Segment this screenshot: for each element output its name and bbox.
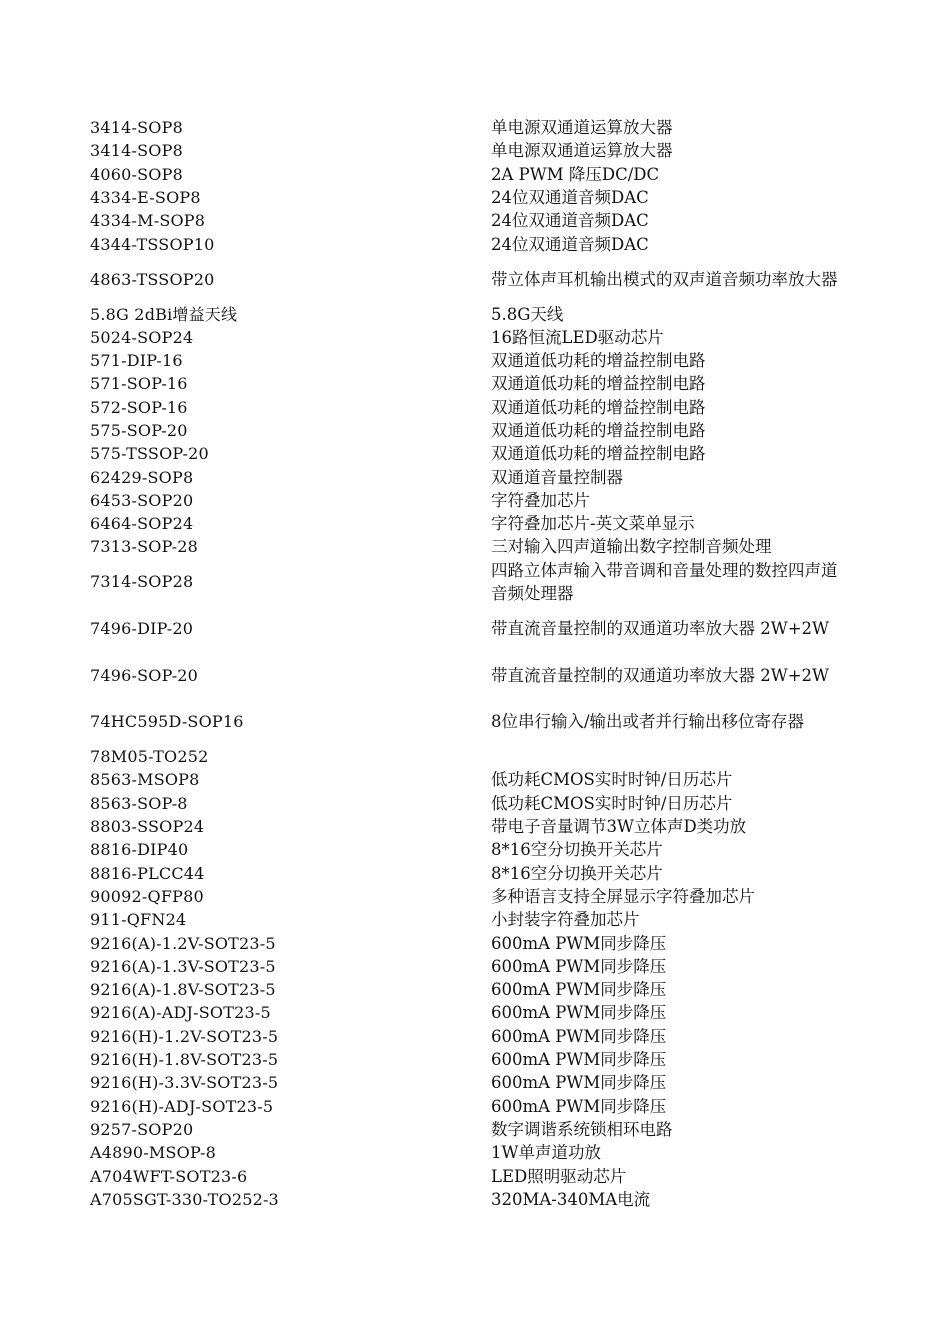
description-cell: 8*16空分切换开关芯片 [491, 863, 663, 883]
table-row [90, 326, 850, 349]
description-cell: 600mA PWM同步降压 [491, 1050, 667, 1070]
table-row [90, 372, 850, 395]
description-cell: 字符叠加芯片-英文菜单显示 [491, 514, 695, 534]
part-number-cell: 9216(H)-3.3V-SOT23-5 [90, 1073, 279, 1093]
description-cell: 320MA-340MA电流 [491, 1189, 651, 1209]
description-cell: 四路立体声输入带音调和音量处理的数控四声道音频处理器 [491, 560, 838, 603]
table-row [90, 838, 850, 861]
description-cell: LED照明驱动芯片 [491, 1166, 627, 1186]
description-cell: 8*16空分切换开关芯片 [491, 840, 663, 860]
part-number-cell: 9216(A)-1.2V-SOT23-5 [90, 933, 276, 953]
description-cell: 小封装字符叠加芯片 [491, 910, 640, 930]
part-number-cell: 5.8G 2dBi增益天线 [90, 304, 238, 324]
part-number-cell: 571-DIP-16 [90, 351, 183, 371]
table-row [90, 419, 850, 442]
description-cell: 数字调谐系统锁相环电路 [491, 1119, 673, 1139]
table-row [90, 1001, 850, 1024]
table-row [90, 209, 850, 232]
part-number-cell: 6464-SOP24 [90, 514, 194, 534]
part-number-cell: 575-SOP-20 [90, 421, 188, 440]
description-cell: 24位双通道音频DAC [491, 188, 649, 208]
description-cell: 600mA PWM同步降压 [491, 933, 667, 953]
part-number-cell: 90092-QFP80 [90, 886, 204, 906]
description-cell: 低功耗CMOS实时时钟/日历芯片 [491, 770, 733, 790]
description-cell: 双通道低功耗的增益控制电路 [491, 444, 706, 464]
part-number-cell: 9216(H)-ADJ-SOT23-5 [90, 1096, 274, 1116]
table-row [90, 163, 850, 186]
part-number-cell: 4334-M-SOP8 [90, 211, 206, 231]
description-cell: 600mA PWM同步降压 [491, 980, 667, 1000]
table-row [90, 349, 850, 372]
description-cell: 600mA PWM同步降压 [491, 1096, 667, 1116]
table-row [90, 256, 850, 303]
part-number-cell: 78M05-TO252 [90, 747, 209, 767]
table-row [90, 116, 850, 139]
part-number-cell: 571-SOP-16 [90, 374, 188, 394]
table-row [90, 768, 850, 791]
table-row [90, 698, 850, 745]
part-number-cell: 9216(H)-1.8V-SOT23-5 [90, 1050, 279, 1070]
description-cell: 单电源双通道运算放大器 [491, 118, 673, 138]
description-cell: 2A PWM 降压DC/DC [491, 164, 660, 184]
description-cell: 16路恒流LED驱动芯片 [491, 327, 664, 347]
part-number-cell: 572-SOP-16 [90, 397, 188, 417]
description-cell: 600mA PWM同步降压 [491, 1073, 667, 1093]
part-number-cell: 911-QFN24 [90, 910, 187, 930]
table-row [90, 302, 850, 325]
table-row [90, 512, 850, 535]
part-number-cell: 9216(A)-1.3V-SOT23-5 [90, 956, 276, 976]
description-cell: 5.8G天线 [491, 304, 564, 324]
part-number-cell: 9216(H)-1.2V-SOT23-5 [90, 1026, 279, 1046]
table-row [90, 232, 850, 255]
description-cell: 双通道低功耗的增益控制电路 [491, 397, 706, 417]
description-cell: 带电子音量调节3W立体声D类功放 [491, 817, 747, 837]
description-cell: 双通道低功耗的增益控制电路 [491, 421, 706, 440]
table-row [90, 1025, 850, 1048]
part-number-cell: 9257-SOP20 [90, 1119, 194, 1139]
part-number-cell: 8816-PLCC44 [90, 863, 205, 883]
description-cell: 1W单声道功放 [491, 1143, 601, 1163]
part-number-cell: 8563-MSOP8 [90, 770, 200, 790]
part-number-cell: 8803-SSOP24 [90, 817, 205, 837]
part-number-cell: 7496-DIP-20 [90, 619, 194, 639]
part-number-cell: 8563-SOP-8 [90, 793, 188, 813]
description-cell: 单电源双通道运算放大器 [491, 141, 673, 161]
description-cell: 双通道音量控制器 [491, 467, 623, 487]
description-cell: 字符叠加芯片 [491, 490, 590, 510]
description-cell: 三对输入四声道输出数字控制音频处理 [491, 537, 772, 557]
table-row [90, 442, 850, 465]
part-number-cell: A705SGT-330-TO252-3 [90, 1189, 279, 1209]
description-cell: 双通道低功耗的增益控制电路 [491, 351, 706, 371]
part-number-cell: 74HC595D-SOP16 [90, 712, 244, 732]
part-number-cell: 9216(A)-ADJ-SOT23-5 [90, 1003, 271, 1023]
table-row [90, 1188, 850, 1211]
table-row [90, 1071, 850, 1094]
table-row [90, 1048, 850, 1071]
table-row [90, 745, 850, 768]
description-cell: 600mA PWM同步降压 [491, 956, 667, 976]
description-cell: 带直流音量控制的双通道功率放大器 2W+2W [491, 619, 829, 639]
part-number-cell: 575-TSSOP-20 [90, 444, 209, 464]
part-number-cell: 5024-SOP24 [90, 327, 194, 347]
description-cell: 带立体声耳机输出模式的双声道音频功率放大器 [491, 269, 838, 289]
table-row [90, 955, 850, 978]
description-cell: 8位串行输入/输出或者并行输出移位寄存器 [491, 712, 805, 732]
table-row [90, 652, 850, 699]
table-row [90, 489, 850, 512]
description-cell: 双通道低功耗的增益控制电路 [491, 374, 706, 394]
table-row [90, 1141, 850, 1164]
part-number-cell: 4863-TSSOP20 [90, 269, 215, 289]
part-number-cell: A4890-MSOP-8 [90, 1143, 217, 1163]
table-row [90, 931, 850, 954]
description-cell: 低功耗CMOS实时时钟/日历芯片 [491, 793, 733, 813]
description-cell: 600mA PWM同步降压 [491, 1026, 667, 1046]
table-row [90, 908, 850, 931]
part-number-cell: 3414-SOP8 [90, 141, 183, 161]
table-row [90, 885, 850, 908]
table-row [90, 815, 850, 838]
table-row [90, 1118, 850, 1141]
table-row [90, 465, 850, 488]
part-number-cell: 7496-SOP-20 [90, 665, 199, 685]
description-cell: 多种语言支持全屏显示字符叠加芯片 [491, 886, 755, 906]
description-cell: 24位双通道音频DAC [491, 234, 649, 254]
table-row [90, 1164, 850, 1187]
part-number-cell: 7313-SOP-28 [90, 537, 199, 557]
table-row [90, 1094, 850, 1117]
part-number-cell: 4334-E-SOP8 [90, 188, 201, 208]
description-cell: 带直流音量控制的双通道功率放大器 2W+2W [491, 665, 829, 685]
part-number-cell: 4060-SOP8 [90, 164, 183, 184]
table-row [90, 978, 850, 1001]
table-row [90, 186, 850, 209]
table-row [90, 862, 850, 885]
part-number-cell: 9216(A)-1.8V-SOT23-5 [90, 980, 276, 1000]
part-number-cell: 3414-SOP8 [90, 118, 183, 138]
description-cell: 24位双通道音频DAC [491, 211, 649, 231]
part-number-cell: A704WFT-SOT23-6 [90, 1166, 248, 1186]
table-row [90, 396, 850, 419]
part-number-cell: 7314-SOP28 [90, 572, 194, 592]
parts-table [90, 116, 850, 1211]
part-number-cell: 6453-SOP20 [90, 490, 194, 510]
table-row [90, 139, 850, 162]
table-row [90, 605, 850, 652]
part-number-cell: 8816-DIP40 [90, 840, 189, 860]
table-row [90, 535, 850, 558]
part-number-cell: 62429-SOP8 [90, 467, 194, 487]
table-row [90, 559, 850, 606]
table-row [90, 792, 850, 815]
part-number-cell: 4344-TSSOP10 [90, 234, 215, 254]
description-cell: 600mA PWM同步降压 [491, 1003, 667, 1023]
